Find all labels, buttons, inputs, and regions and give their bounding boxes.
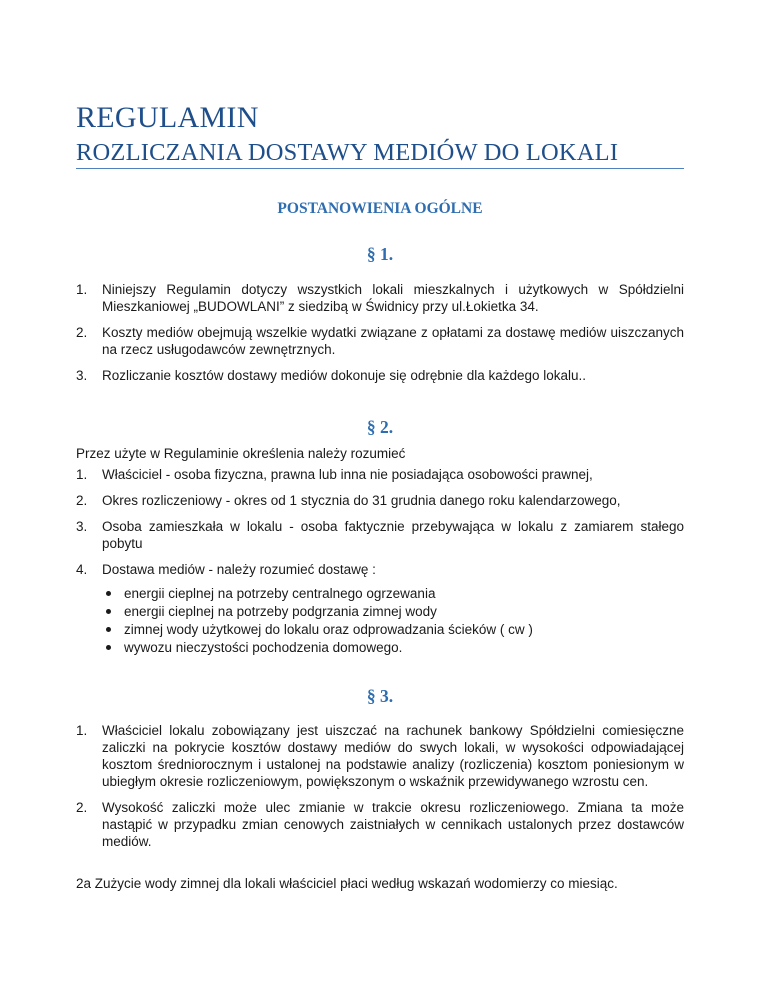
list-item: [76, 367, 684, 384]
list-item-text: Niniejszy Regulamin dotyczy wszystkich lokali mieszkalnych i użytkowych w Spółdzielni Mieszkaniowej „BUDOWLANI” z siedzibą w Świdnicy przy ul.Łokietka 34.: [102, 282, 684, 314]
section-2-heading: § 2.: [366, 417, 394, 437]
bullet-item: [102, 603, 684, 620]
list-item-text: Rozliczanie kosztów dostawy mediów dokonuje się odrębnie dla każdego lokalu..: [102, 368, 587, 383]
section-3-list: [76, 722, 684, 859]
list-item-text: Wysokość zaliczki może ulec zmianie w trakcie okresu rozliczeniowego. Zmiana ta może nastąpić w przypadku zmian cenowych zaistniałych w cennikach ustalonych przez dostawców mediów.: [102, 800, 684, 849]
list-item-text: Właściciel lokalu zobowiązany jest uiszczać na rachunek bankowy Spółdzielni comiesięczne zaliczki na pokrycie kosztów dostawy mediów do swych lokali, w wysokości odpowiadającej kosztom średniorocznym i ustalonej na podstawie analizy (rozliczenia) kosztom poniesionym w ubiegłym okresie rozliczeniowym, powiększonym o wskaźnik przewidywanego wzrostu cen.: [102, 723, 684, 789]
list-item: [76, 324, 684, 358]
list-item: [76, 799, 684, 850]
list-item: [76, 561, 684, 656]
bullet-text: energii cieplnej na potrzeby podgrzania zimnej wody: [124, 604, 437, 619]
media-bullet-list: [102, 585, 684, 656]
list-item-number: 2.: [76, 493, 88, 508]
list-item-text: Osoba zamieszkała w lokalu - osoba faktycznie przebywająca w lokalu z zamiarem stałego pobytu: [102, 519, 684, 551]
list-item-number: 1.: [76, 723, 88, 738]
general-provisions-heading: POSTANOWIENIA OGÓLNE: [277, 200, 483, 217]
section-3-heading: § 3.: [366, 686, 394, 706]
bullet-dot-icon: [106, 609, 111, 614]
document-title: REGULAMIN: [76, 101, 259, 134]
list-item-number: 4.: [76, 562, 88, 577]
section-3-note-2a: 2a Zużycie wody zimnej dla lokali właściciel płaci według wskazań wodomierzy co miesiąc.: [76, 876, 618, 891]
bullet-item: [102, 639, 684, 656]
bullet-item: [102, 621, 684, 638]
list-item-text: Okres rozliczeniowy - okres od 1 stycznia do 31 grudnia danego roku kalendarzowego,: [102, 493, 621, 508]
bullet-dot-icon: [106, 627, 111, 632]
list-item: [76, 492, 684, 509]
bullet-item: [102, 585, 684, 602]
list-item-number: 1.: [76, 467, 88, 482]
list-item-number: 2.: [76, 325, 88, 340]
section-2-list: [76, 466, 684, 665]
list-item: [76, 281, 684, 315]
list-item-text: Koszty mediów obejmują wszelkie wydatki związane z opłatami za dostawę mediów uiszczanych na rzecz usługodawców zewnętrznych.: [102, 325, 684, 357]
bullet-text: energii cieplnej na potrzeby centralnego ogrzewania: [124, 586, 436, 601]
list-item-number: 1.: [76, 282, 88, 297]
list-item-text: Właściciel - osoba fizyczna, prawna lub inna nie posiadająca osobowości prawnej,: [102, 467, 593, 482]
bullet-text: zimnej wody użytkowej do lokalu oraz odprowadzania ścieków ( cw ): [124, 622, 533, 637]
bullet-text: wywozu nieczystości pochodzenia domowego.: [124, 640, 403, 655]
section-1-list: [76, 281, 684, 393]
section-2-intro: Przez użyte w Regulaminie określenia należy rozumieć: [76, 446, 406, 461]
bullet-dot-icon: [106, 645, 111, 650]
list-item: [76, 722, 684, 790]
list-item-number: 2.: [76, 800, 88, 815]
bullet-dot-icon: [106, 591, 111, 596]
list-item-number: 3.: [76, 519, 88, 534]
section-1-heading: § 1.: [366, 244, 394, 264]
list-item: [76, 466, 684, 483]
list-item-number: 3.: [76, 368, 88, 383]
title-divider: [76, 168, 684, 169]
document-subtitle: ROZLICZANIA DOSTAWY MEDIÓW DO LOKALI: [76, 139, 619, 166]
list-item-text: Dostawa mediów - należy rozumieć dostawę :: [102, 562, 376, 577]
list-item: [76, 518, 684, 552]
